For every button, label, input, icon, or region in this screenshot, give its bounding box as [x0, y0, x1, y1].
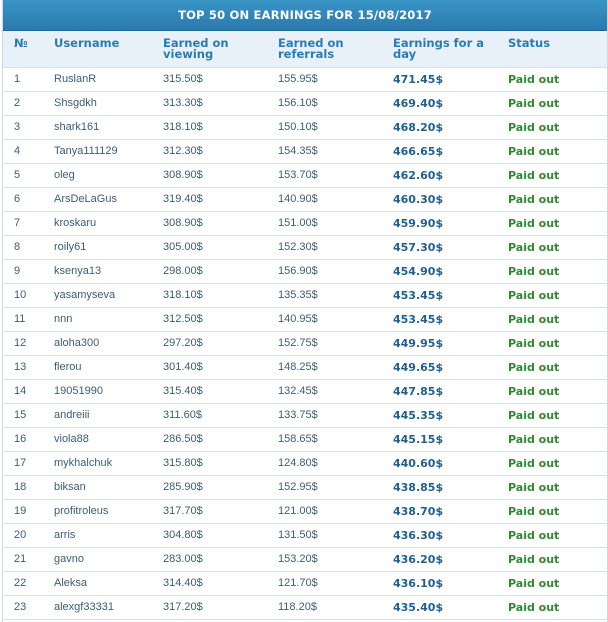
header-earnings-day-line2: day — [393, 47, 417, 61]
row-username: aloha300 — [54, 337, 100, 349]
row-earned-viewing: 315.80$ — [163, 457, 203, 469]
row-number: 9 — [14, 265, 21, 277]
row-number: 21 — [14, 553, 27, 565]
row-earned-viewing: 304.80$ — [163, 529, 203, 541]
row-earnings-day: 449.95$ — [393, 337, 444, 350]
row-username: Aleksa — [54, 577, 88, 589]
row-number: 8 — [14, 241, 21, 253]
row-status: Paid out — [508, 313, 560, 326]
row-earned-viewing: 283.00$ — [163, 553, 203, 565]
row-username: 19051990 — [54, 385, 103, 397]
row-status: Paid out — [508, 241, 560, 254]
table-body — [3, 68, 607, 620]
row-number: 6 — [14, 193, 21, 205]
row-earned-viewing: 314.40$ — [163, 577, 203, 589]
row-earnings-day: 436.10$ — [393, 577, 444, 590]
row-number: 2 — [14, 97, 21, 109]
table-row — [3, 548, 607, 572]
page-title: TOP 50 ON EARNINGS FOR 15/08/2017 — [178, 8, 432, 22]
row-earnings-day: 460.30$ — [393, 193, 444, 206]
row-earnings-day: 457.30$ — [393, 241, 444, 254]
header-earned-referrals — [278, 38, 344, 60]
row-earned-viewing: 318.10$ — [163, 121, 203, 133]
row-earnings-day: 449.65$ — [393, 361, 444, 374]
row-earned-referrals: 152.30$ — [278, 241, 318, 253]
header-earned-viewing — [163, 38, 229, 60]
row-earned-viewing: 312.30$ — [163, 145, 203, 157]
row-number: 1 — [14, 73, 21, 85]
row-status: Paid out — [508, 457, 560, 470]
row-earned-viewing: 315.50$ — [163, 73, 203, 85]
row-earned-referrals: 121.70$ — [278, 577, 318, 589]
table-row — [3, 476, 607, 500]
row-earnings-day: 453.45$ — [393, 289, 444, 302]
table-row — [3, 380, 607, 404]
row-status: Paid out — [508, 217, 560, 230]
table-row — [3, 500, 607, 524]
row-earnings-day: 468.20$ — [393, 121, 444, 134]
row-earned-referrals: 131.50$ — [278, 529, 318, 541]
row-earned-referrals: 155.95$ — [278, 73, 318, 85]
table-row — [3, 428, 607, 452]
table-row — [3, 68, 607, 92]
row-username: shark161 — [54, 121, 100, 133]
row-earned-referrals: 153.20$ — [278, 553, 318, 565]
row-earnings-day: 466.65$ — [393, 145, 444, 158]
row-earned-viewing: 317.70$ — [163, 505, 203, 517]
header-status: Status — [508, 36, 551, 50]
row-number: 15 — [14, 409, 27, 421]
row-earned-viewing: 315.40$ — [163, 385, 203, 397]
row-earned-referrals: 118.20$ — [278, 601, 317, 613]
row-earnings-day: 440.60$ — [393, 457, 444, 470]
title-bar — [3, 0, 607, 31]
row-username: arris — [54, 529, 76, 541]
row-earned-referrals: 151.00$ — [278, 217, 318, 229]
row-number: 17 — [14, 457, 27, 469]
row-username: roily61 — [54, 241, 87, 253]
row-earned-viewing: 313.30$ — [163, 97, 203, 109]
row-status: Paid out — [508, 553, 560, 566]
table-row — [3, 284, 607, 308]
table-row — [3, 140, 607, 164]
row-earned-referrals: 124.80$ — [278, 457, 318, 469]
row-earned-referrals: 121.00$ — [278, 505, 318, 517]
row-username: yasamyseva — [54, 289, 116, 301]
header-earned-referrals-line1: Earned on — [278, 36, 344, 50]
row-earnings-day: 435.40$ — [393, 601, 444, 614]
row-earnings-day: 445.15$ — [393, 433, 444, 446]
row-number: 10 — [14, 289, 27, 301]
row-status: Paid out — [508, 577, 560, 590]
row-number: 5 — [14, 169, 21, 181]
row-number: 13 — [14, 361, 27, 373]
row-earnings-day: 469.40$ — [393, 97, 444, 110]
row-number: 18 — [14, 481, 27, 493]
row-status: Paid out — [508, 145, 560, 158]
row-earned-viewing: 308.90$ — [163, 217, 203, 229]
table-row — [3, 404, 607, 428]
row-status: Paid out — [508, 289, 560, 302]
row-number: 11 — [14, 313, 26, 325]
table-row — [3, 236, 607, 260]
row-earned-referrals: 152.75$ — [278, 337, 318, 349]
table-row — [3, 260, 607, 284]
row-username: ksenya13 — [54, 265, 102, 277]
header-earnings-day — [393, 38, 484, 60]
row-earned-referrals: 140.90$ — [278, 193, 318, 205]
row-username: viola88 — [54, 433, 89, 445]
row-earned-viewing: 286.50$ — [163, 433, 203, 445]
row-status: Paid out — [508, 73, 560, 86]
table-row — [3, 308, 607, 332]
header-number: № — [14, 36, 28, 50]
earnings-panel — [2, 0, 608, 622]
row-earned-viewing: 311.60$ — [163, 409, 202, 421]
header-earned-referrals-line2: referrals — [278, 47, 335, 61]
row-number: 4 — [14, 145, 21, 157]
table-row — [3, 596, 607, 620]
table-row — [3, 356, 607, 380]
row-earned-referrals: 152.95$ — [278, 481, 318, 493]
row-username: kroskaru — [54, 217, 97, 229]
row-number: 12 — [14, 337, 27, 349]
row-earnings-day: 438.70$ — [393, 505, 444, 518]
row-status: Paid out — [508, 385, 560, 398]
row-earned-viewing: 301.40$ — [163, 361, 203, 373]
row-earned-referrals: 154.35$ — [278, 145, 318, 157]
row-earnings-day: 459.90$ — [393, 217, 444, 230]
row-username: RuslanR — [54, 73, 97, 85]
row-earnings-day: 445.35$ — [393, 409, 444, 422]
row-status: Paid out — [508, 121, 560, 134]
row-username: alexgf33331 — [54, 601, 114, 613]
row-status: Paid out — [508, 433, 560, 446]
table-row — [3, 524, 607, 548]
row-earned-viewing: 317.20$ — [163, 601, 203, 613]
table-row — [3, 452, 607, 476]
row-earnings-day: 471.45$ — [393, 73, 444, 86]
table-row — [3, 188, 607, 212]
table-row — [3, 116, 607, 140]
header-earned-viewing-line2: viewing — [163, 47, 214, 61]
row-status: Paid out — [508, 505, 560, 518]
row-earned-referrals: 148.25$ — [278, 361, 318, 373]
row-status: Paid out — [508, 265, 560, 278]
table-row — [3, 332, 607, 356]
row-earned-referrals: 156.10$ — [278, 97, 318, 109]
row-earnings-day: 453.45$ — [393, 313, 444, 326]
row-number: 20 — [14, 529, 27, 541]
row-username: gavno — [54, 553, 84, 565]
row-earned-viewing: 318.10$ — [163, 289, 203, 301]
header-earnings-day-line1: Earnings for a — [393, 36, 485, 50]
table-row — [3, 164, 607, 188]
row-earnings-day: 438.85$ — [393, 481, 444, 494]
row-username: biksan — [54, 481, 86, 493]
row-earnings-day: 447.85$ — [393, 385, 444, 398]
row-status: Paid out — [508, 337, 560, 350]
row-username: Shsgdkh — [54, 97, 97, 109]
row-status: Paid out — [508, 529, 560, 542]
row-username: oleg — [54, 169, 75, 181]
row-number: 19 — [14, 505, 27, 517]
row-earned-viewing: 285.90$ — [163, 481, 203, 493]
row-earned-viewing: 312.50$ — [163, 313, 203, 325]
row-earned-referrals: 140.95$ — [278, 313, 318, 325]
row-earned-viewing: 298.00$ — [163, 265, 203, 277]
row-earned-viewing: 305.00$ — [163, 241, 203, 253]
row-username: profitroleus — [54, 505, 109, 517]
header-earned-viewing-line1: Earned on — [163, 36, 229, 50]
row-username: mykhalchuk — [54, 457, 113, 469]
row-earned-referrals: 135.35$ — [278, 289, 318, 301]
row-status: Paid out — [508, 193, 560, 206]
row-earnings-day: 436.20$ — [393, 553, 444, 566]
row-number: 7 — [14, 217, 21, 229]
row-number: 3 — [14, 121, 21, 133]
row-status: Paid out — [508, 409, 560, 422]
row-earned-viewing: 308.90$ — [163, 169, 203, 181]
row-earned-referrals: 158.65$ — [278, 433, 318, 445]
row-earnings-day: 436.30$ — [393, 529, 444, 542]
row-earnings-day: 454.90$ — [393, 265, 444, 278]
row-earned-referrals: 153.70$ — [278, 169, 318, 181]
row-earned-viewing: 319.40$ — [163, 193, 203, 205]
row-earned-viewing: 297.20$ — [163, 337, 203, 349]
row-earned-referrals: 133.75$ — [278, 409, 318, 421]
row-username: nnn — [54, 313, 73, 325]
row-earnings-day: 462.60$ — [393, 169, 444, 182]
row-number: 22 — [14, 577, 27, 589]
header-username: Username — [54, 36, 120, 50]
row-number: 16 — [14, 433, 27, 445]
row-username: Tanya111129 — [54, 145, 118, 157]
row-number: 14 — [14, 385, 27, 397]
row-earned-referrals: 150.10$ — [278, 121, 318, 133]
table-row — [3, 92, 607, 116]
row-username: ArsDeLaGus — [54, 193, 117, 205]
row-username: flerou — [54, 361, 82, 373]
row-status: Paid out — [508, 361, 560, 374]
table-header — [3, 31, 607, 68]
row-status: Paid out — [508, 97, 560, 110]
row-number: 23 — [14, 601, 27, 613]
table-row — [3, 572, 607, 596]
table-row — [3, 212, 607, 236]
row-username: andreiii — [54, 409, 90, 421]
row-status: Paid out — [508, 169, 560, 182]
row-earned-referrals: 132.45$ — [278, 385, 318, 397]
row-status: Paid out — [508, 601, 560, 614]
row-earned-referrals: 156.90$ — [278, 265, 318, 277]
row-status: Paid out — [508, 481, 560, 494]
